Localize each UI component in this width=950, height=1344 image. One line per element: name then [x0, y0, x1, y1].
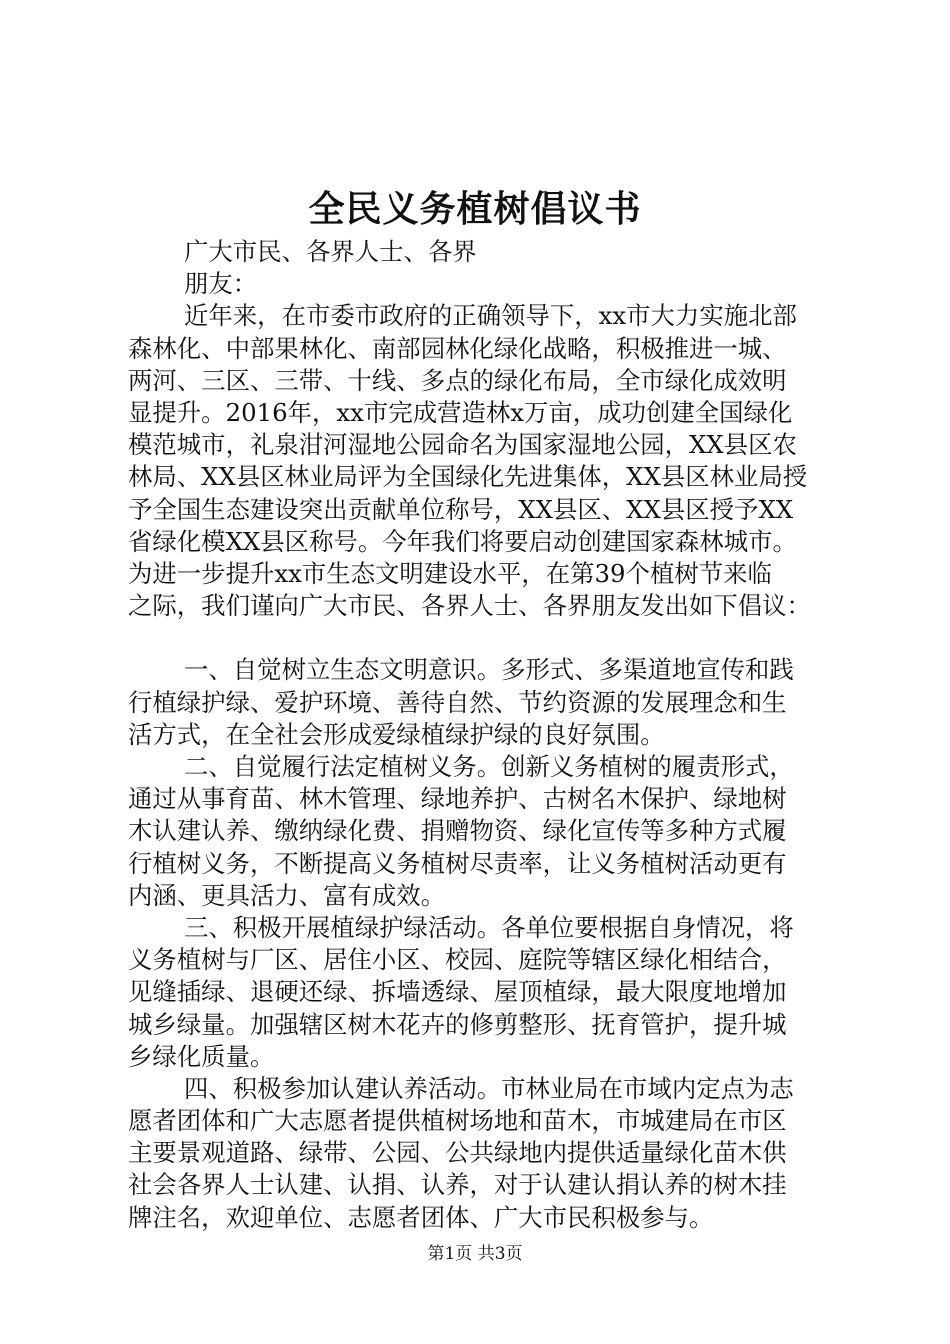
text-line: 三、积极开展植绿护绿活动。各单位要根据自身情况，将	[184, 912, 794, 942]
text-line: 木认建认养、缴纳绿化费、捐赠物资、绿化宣传等多种方式履	[128, 816, 787, 846]
text-line: 社会各界人士认建、认捐、认养，对于认建认捐认养的树木挂	[128, 1170, 787, 1200]
text-line: 内涵、更具活力、富有成效。	[128, 880, 446, 910]
text-line: 显提升。2016年，xx市完成营造林x万亩，成功创建全国绿化	[128, 397, 793, 427]
text-line: 城乡绿量。加强辖区树木花卉的修剪整形、抚育管护，提升城	[128, 1009, 787, 1039]
text-line: 省绿化模XX县区称号。今年我们将要启动创建国家森林城市。	[128, 526, 797, 556]
text-line: 广大市民、各界人士、各界	[184, 237, 477, 266]
text-line: 朋友：	[184, 269, 258, 299]
text-line: 愿者团体和广大志愿者提供植树场地和苗木，市城建局在市区	[128, 1106, 787, 1136]
page-footer: 第1页 共3页	[427, 1244, 523, 1264]
text-line: 行植绿护绿、爱护环境、善待自然、节约资源的发展理念和生	[128, 687, 787, 717]
text-line: 见缝插绿、退硬还绿、拆墙透绿、屋顶植绿，最大限度地增加	[128, 977, 787, 1007]
text-line: 主要景观道路、绿带、公园、公共绿地内提供适量绿化苗木供	[128, 1138, 787, 1168]
text-line: 通过从事育苗、林木管理、绿地养护、古树名木保护、绿地树	[128, 784, 787, 814]
text-line: 牌注名，欢迎单位、志愿者团体、广大市民积极参与。	[128, 1202, 714, 1232]
document-body	[128, 236, 834, 1234]
text-line: 二、自觉履行法定植树义务。创新义务植树的履责形式，	[184, 752, 794, 781]
text-line: 模范城市，礼泉泔河湿地公园命名为国家湿地公园，XX县区农	[128, 430, 797, 460]
text-line: 义务植树与厂区、居住小区、校园、庭院等辖区绿化相结合，	[128, 945, 787, 975]
text-line: 之际，我们谨向广大市民、各界人士、各界朋友发出如下倡议：	[128, 591, 811, 621]
text-line: 一、自觉树立生态文明意识。多形式、多渠道地宣传和践	[184, 655, 794, 685]
text-line: 林局、XX县区林业局评为全国绿化先进集体，XX县区林业局授	[128, 462, 808, 492]
blank-line	[128, 622, 834, 654]
text-line: 近年来，在市委市政府的正确领导下，xx市大力实施北部	[184, 301, 797, 331]
text-line: 活方式，在全社会形成爱绿植绿护绿的良好氛围。	[128, 719, 665, 749]
text-line: 予全国生态建设突出贡献单位称号，XX县区、XX县区授予XX	[128, 494, 794, 524]
text-line: 四、积极参加认建认养活动。市林业局在市域内定点为志	[184, 1073, 794, 1103]
text-line: 为进一步提升xx市生态文明建设水平，在第39个植树节来临	[128, 558, 772, 588]
text-line: 两河、三区、三带、十线、多点的绿化布局，全市绿化成效明	[128, 365, 787, 395]
document-title: 全民义务植树倡议书	[308, 188, 642, 230]
text-line: 行植树义务，不断提高义务植树尽责率，让义务植树活动更有	[128, 848, 787, 878]
text-line: 森林化、中部果林化、南部园林化绿化战略，积极推进一城、	[128, 333, 787, 363]
text-line: 乡绿化质量。	[128, 1041, 275, 1071]
